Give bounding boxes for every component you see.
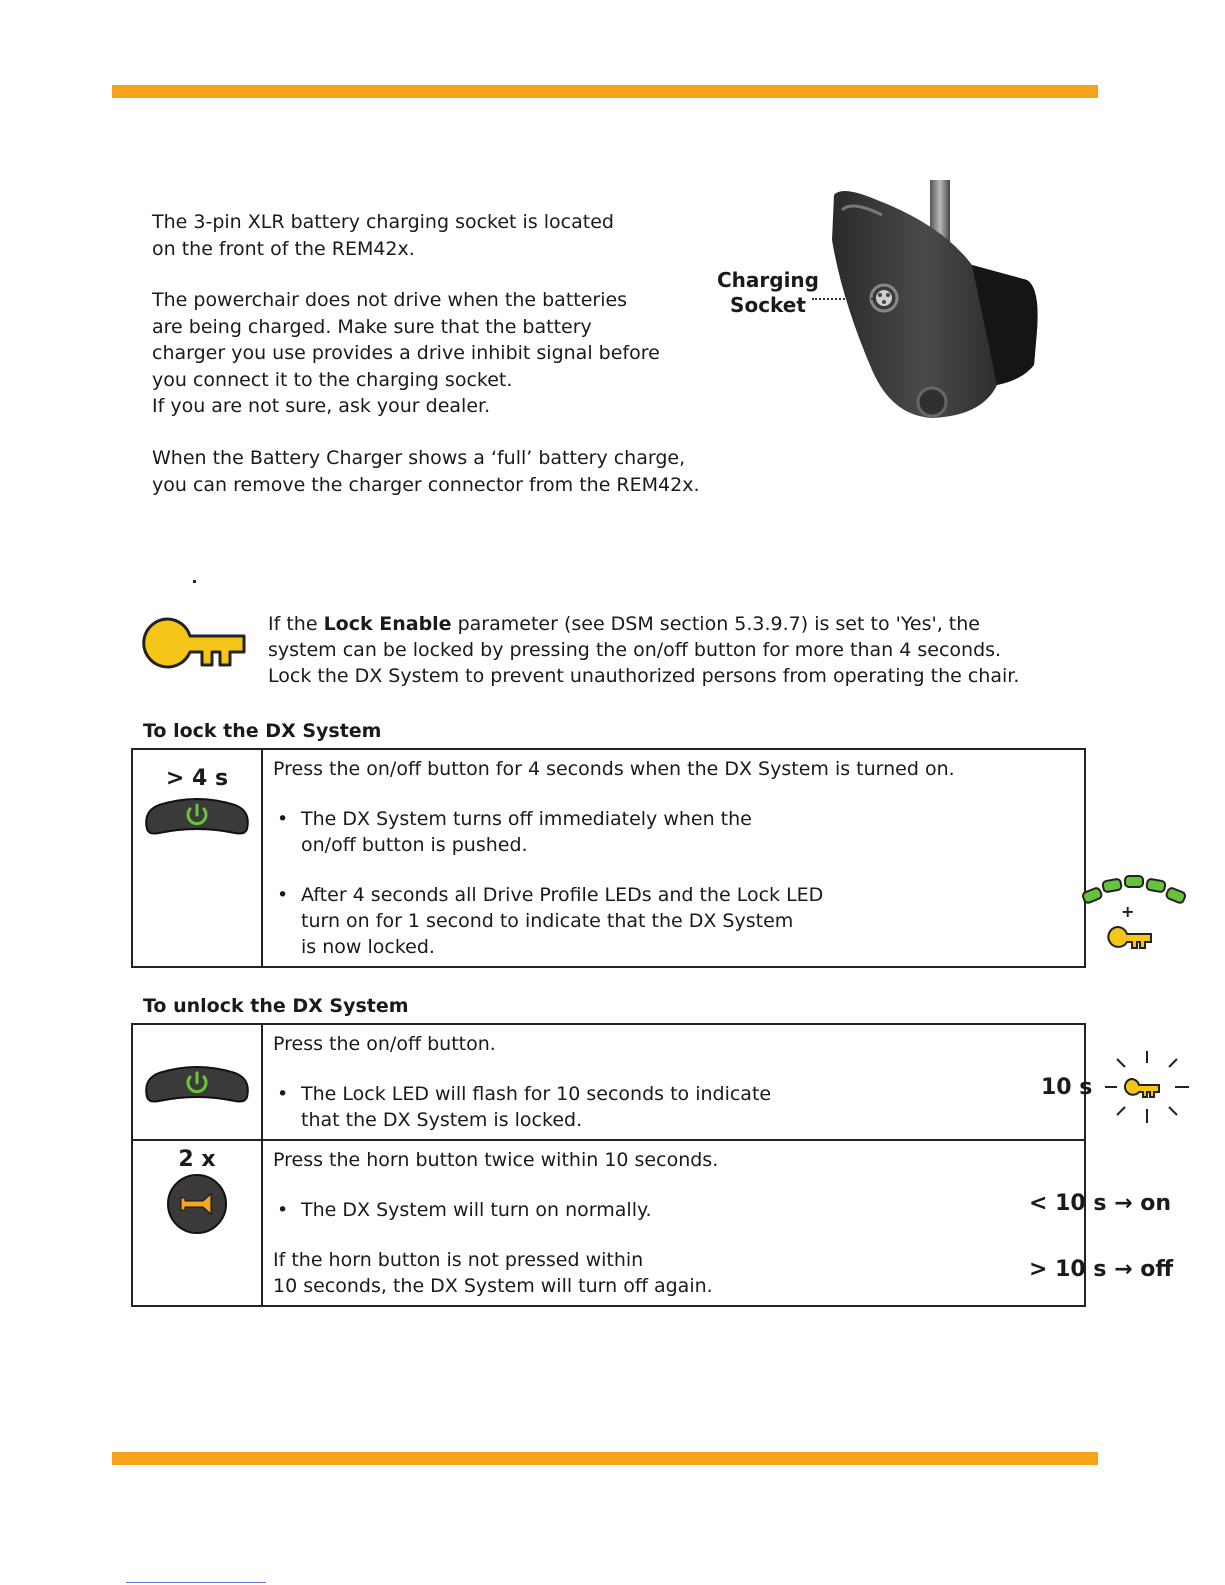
- horn-instruction: Press the horn button twice within 10 seconds.: [273, 1149, 719, 1171]
- text-line: The powerchair does not drive when the batteries: [152, 289, 628, 311]
- text-line: If you are not sure, ask your dealer.: [152, 395, 491, 417]
- drive-profile-leds-icon: [1081, 872, 1189, 906]
- charging-paragraph-1: [152, 209, 614, 262]
- text-line: The DX System turns off immediately when the: [301, 808, 752, 830]
- table-row: [132, 749, 1085, 967]
- lock-instruction: Press the on/off button for 4 seconds when the DX System is turned on.: [273, 758, 955, 780]
- text-line: If the horn button is not pressed within: [273, 1249, 644, 1271]
- unlock-heading: To unlock the DX System: [143, 995, 409, 1017]
- text-line: 10 seconds, the DX System will turn off again.: [273, 1275, 713, 1297]
- text-line: you connect it to the charging socket.: [152, 368, 513, 391]
- turn-on-timing: < 10 s → on: [1029, 1191, 1171, 1216]
- plus-sign: +: [1121, 902, 1135, 921]
- footer-link-underline: [126, 1582, 266, 1583]
- callout-leader-line: [812, 298, 876, 300]
- text-line: is now locked.: [301, 936, 435, 958]
- unlock-table: [131, 1023, 1174, 1307]
- lock-bullet-2: [273, 882, 1076, 960]
- text-line: When the Battery Charger shows a ‘full’ battery charge,: [152, 447, 686, 469]
- unlock-icon-cell: [132, 1024, 262, 1140]
- key-icon: [140, 615, 250, 673]
- duration-badge: > 4 s: [165, 766, 229, 791]
- top-orange-bar: [112, 85, 1098, 98]
- text-line: charger you use provides a drive inhibit signal before: [152, 342, 660, 364]
- heading-remnant-dot: [193, 580, 196, 583]
- table-row: [132, 1024, 1085, 1140]
- horn-text-cell: [262, 1140, 1174, 1306]
- charging-paragraph-3: [152, 445, 700, 498]
- text-line: The 3-pin XLR battery charging socket is located: [152, 211, 614, 233]
- charging-paragraph-2: [152, 287, 660, 420]
- lock-heading: To lock the DX System: [143, 720, 382, 742]
- turn-off-timing: > 10 s → off: [1029, 1257, 1174, 1282]
- lock-text-cell: [262, 749, 1135, 967]
- horn-icon-cell: [132, 1140, 262, 1306]
- text-line: After 4 seconds all Drive Profile LEDs and the Lock LED: [301, 884, 824, 906]
- cropped-section-heading: [152, 166, 392, 180]
- lock-led-key-icon: [1105, 925, 1153, 951]
- flash-duration-label: 10 s: [1041, 1075, 1093, 1100]
- callout-line: Socket: [730, 293, 806, 317]
- text-line: you can remove the charger connector from the REM42x.: [152, 473, 700, 496]
- flashing-key-icon: [1101, 1047, 1193, 1127]
- charging-socket-callout: [714, 268, 822, 318]
- text-line: on the front of the REM42x.: [152, 237, 415, 260]
- rem42x-device-illustration: [822, 180, 1052, 420]
- on-off-button-icon: [143, 1061, 251, 1105]
- text-line: are being charged. Make sure that the battery: [152, 315, 592, 338]
- lock-intro: [268, 611, 1019, 689]
- text-line: on/off button is pushed.: [301, 834, 528, 856]
- lock-table: [131, 748, 1135, 968]
- horn-button-icon: [165, 1172, 229, 1236]
- unlock-bullet: [273, 1081, 1076, 1133]
- horn-note: [273, 1247, 1076, 1299]
- text-line: turn on for 1 second to indicate that the DX System: [301, 910, 794, 932]
- intro-text: If the: [268, 613, 324, 635]
- intro-text: system can be locked by pressing the on/off button for more than 4 seconds.: [268, 639, 1002, 661]
- bottom-orange-bar: [112, 1452, 1098, 1465]
- text-line: The Lock LED will flash for 10 seconds to indicate: [301, 1083, 772, 1105]
- unlock-instruction: Press the on/off button.: [273, 1033, 496, 1055]
- callout-line: Charging: [716, 268, 819, 292]
- unlock-text-cell: [262, 1024, 1093, 1140]
- horn-bullet: • The DX System will turn on normally.: [273, 1197, 1076, 1223]
- on-off-button-icon: [143, 793, 251, 837]
- text-line: that the DX System is locked.: [301, 1109, 583, 1131]
- lock-enable-term: Lock Enable: [323, 613, 452, 635]
- lock-icon-cell: [132, 749, 262, 967]
- press-count-badge: 2 x: [178, 1147, 216, 1172]
- table-row: [132, 1140, 1085, 1306]
- lock-bullet-1: [273, 806, 1076, 858]
- intro-text: Lock the DX System to prevent unauthorized persons from operating the chair.: [268, 665, 1020, 687]
- intro-text: parameter (see DSM section 5.3.9.7) is set to 'Yes', the: [451, 613, 980, 635]
